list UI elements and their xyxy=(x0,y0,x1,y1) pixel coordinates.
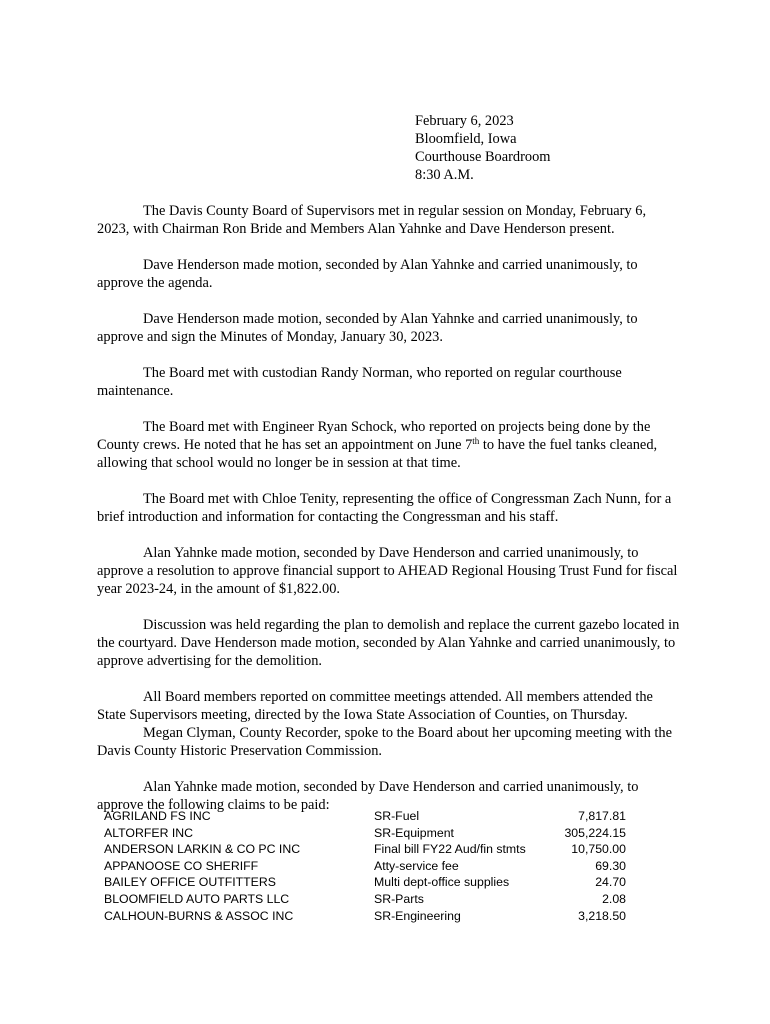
meeting-date: February 6, 2023 xyxy=(415,113,514,129)
meeting-room: Courthouse Boardroom xyxy=(415,149,551,165)
meeting-header xyxy=(415,112,715,184)
paragraph-custodian-report: The Board met with custodian Randy Norman, who reported on regular courthouse maintenance. xyxy=(97,365,622,399)
claim-vendor: AGRILAND FS INC xyxy=(104,809,211,823)
claim-row xyxy=(104,841,634,858)
claim-amount: 7,817.81 xyxy=(578,809,626,823)
engineer-report-text-start: The Board met with Engineer Ryan Schock, who reported on projects being done by the County crews. He noted that he has set an appointment on June 7 xyxy=(97,419,651,453)
claim-row xyxy=(104,858,634,875)
paragraph-minutes-motion: Dave Henderson made motion, seconded by Alan Yahnke and carried unanimously, to approve and sign the Minutes of Monday, January 30, 2023. xyxy=(97,311,638,345)
paragraph-engineer-report xyxy=(97,418,681,472)
paragraph-session-opening: The Davis County Board of Supervisors met in regular session on Monday, February 6, 2023, with Chairman Ron Bride and Members Alan Yahnke and Dave Henderson present. xyxy=(97,203,647,237)
claim-amount: 10,750.00 xyxy=(571,842,626,857)
claim-amount: 2.08 xyxy=(602,891,626,906)
claim-description: Multi dept-office supplies xyxy=(374,875,510,890)
engineer-report-text-end: to have the fuel tanks cleaned, allowing that school would no longer be in session at that time. xyxy=(97,437,658,471)
meeting-time: 8:30 A.M. xyxy=(415,167,474,183)
paragraph-claims-motion: Alan Yahnke made motion, seconded by Dave Henderson and carried unanimously, to approve the following claims to be paid: xyxy=(97,779,639,813)
ordinal-suffix: th xyxy=(472,436,480,446)
claim-vendor: ANDERSON LARKIN & CO PC INC xyxy=(104,842,301,857)
minutes-body xyxy=(97,202,681,832)
claim-description: Final bill FY22 Aud/fin stmts xyxy=(374,842,526,857)
claim-vendor: APPANOOSE CO SHERIFF xyxy=(104,858,259,873)
claim-vendor: BAILEY OFFICE OUTFITTERS xyxy=(104,875,276,890)
claims-table xyxy=(104,808,634,924)
claim-row xyxy=(104,908,634,925)
meeting-location: Bloomfield, Iowa xyxy=(415,131,517,147)
claim-amount: 24.70 xyxy=(595,875,626,890)
paragraph-agenda-motion: Dave Henderson made motion, seconded by Alan Yahnke and carried unanimously, to approve the agenda. xyxy=(97,257,638,291)
claim-row xyxy=(104,874,634,891)
claim-description: Atty-service fee xyxy=(374,858,459,873)
claim-amount: 69.30 xyxy=(595,858,626,873)
claim-description: SR-Parts xyxy=(374,891,424,906)
paragraph-gazebo-discussion: Discussion was held regarding the plan to demolish and replace the current gazebo located in the courtyard. Dave Henderson made motion, seconded by Alan Yahnke and carried unanimously, to approve advertising for the demolition. xyxy=(97,617,680,669)
claim-description: SR-Equipment xyxy=(374,825,454,840)
claim-row xyxy=(104,825,634,842)
claim-vendor: CALHOUN-BURNS & ASSOC INC xyxy=(104,908,294,923)
paragraph-recorder-update: Megan Clyman, County Recorder, spoke to the Board about her upcoming meeting with the Davis County Historic Preservation Commission. xyxy=(97,725,672,759)
paragraph-ahead-resolution: Alan Yahnke made motion, seconded by Dave Henderson and carried unanimously, to approve a resolution to approve financial support to AHEAD Regional Housing Trust Fund for fiscal year 2023-24, in the amount of $1,822.00. xyxy=(97,545,678,597)
claim-row xyxy=(104,808,634,825)
claim-description: SR-Engineering xyxy=(374,908,461,923)
claim-description: SR-Fuel xyxy=(374,809,420,823)
paragraph-committee-reports: All Board members reported on committee meetings attended. All members attended the State Supervisors meeting, directed by the Iowa State Association of Counties, on Thursday. xyxy=(97,689,653,723)
claim-amount: 305,224.15 xyxy=(564,825,626,840)
claim-vendor: BLOOMFIELD AUTO PARTS LLC xyxy=(104,891,290,906)
claim-amount: 3,218.50 xyxy=(578,908,626,923)
paragraph-congressman-office: The Board met with Chloe Tenity, representing the office of Congressman Zach Nunn, for a brief introduction and information for contacting the Congressman and his staff. xyxy=(97,491,672,525)
claim-vendor: ALTORFER INC xyxy=(104,825,194,840)
claim-row xyxy=(104,891,634,908)
